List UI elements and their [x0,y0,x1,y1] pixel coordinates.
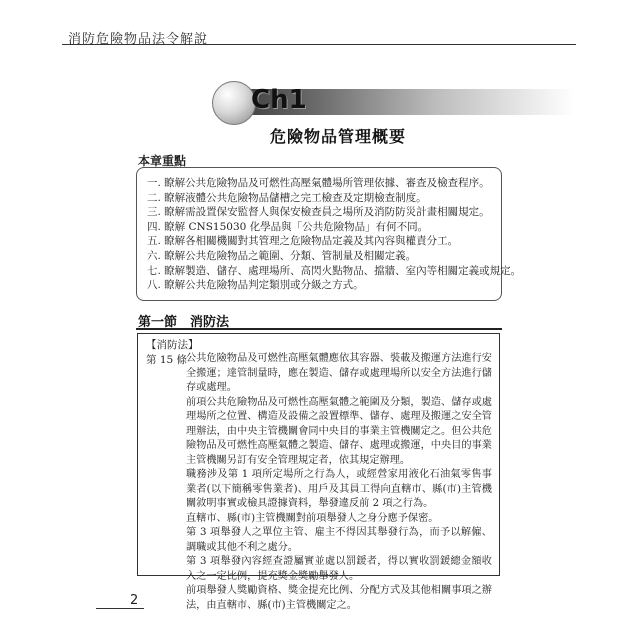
law-paragraph: 前項公共危險物品及可燃性高壓氣體之範圍及分類，製造、儲存或處理場所之位置、構造及設備之設置標準、儲存、處理及搬運之安全管理辦法，由中央主管機關會同中央目的事業主管機關定之。但公共危險物品及可燃性高壓氣體之製造、儲存、處理或搬運，中央目的事業主管機關另訂有安全管理規定者，依其規定辦理。 [186,396,492,466]
law-article-number: 第 15 條 [146,354,188,366]
key-point-item: 七. 瞭解製造、儲存、處理場所、高閃火點物品、擋牆、室內等相關定義或規定。 [147,264,522,277]
law-paragraph: 職務涉及第 1 項所定場所之行為人，或經營家用液化石油氣零售事業者(以下簡稱零售業者)、用戶及其員工得向直轄市、縣(市)主管機關敘明事實或檢具證據資料，舉發違反前 2 項之行為。 [186,469,492,509]
header-rule [62,44,576,45]
chapter-circle-ornament [212,81,256,125]
key-points-box [136,167,522,301]
law-paragraph: 公共危險物品及可燃性高壓氣體應依其容器、裝載及搬運方法進行安全搬運；達管制量時，應在製造、儲存或處理場所以安全方法進行儲存或處理。 [186,353,492,393]
page-number: 2 [130,593,139,608]
key-point-item: 三. 瞭解需設置保安監督人與保安檢查員之場所及消防防災計畫相關規定。 [147,206,490,219]
law-source-tag: 【消防法】 [146,339,199,351]
chapter-banner [212,85,574,117]
key-point-item: 五. 瞭解各相關機關對其管理之危險物品定義及其內容與權責分工。 [147,235,459,248]
chapter-title: 危險物品管理概要 [270,127,407,146]
key-points-heading: 本章重點 [138,154,187,168]
key-point-item: 六. 瞭解公共危險物品之範圍、分類、管制量及相關定義。 [147,249,417,262]
chapter-label: Ch1 [251,85,307,115]
law-paragraph: 直轄市、縣(市)主管機關對前項舉發人之身分應予保密。 [186,512,439,524]
law-article-text [186,352,492,613]
key-point-item: 二. 瞭解液體公共危險物品儲槽之完工檢查及定期檢查制度。 [147,191,427,204]
law-excerpt-box [137,333,500,611]
law-paragraph: 第 3 項舉發人之單位主管、雇主不得因其舉發行為，而予以解僱、調職或其他不利之處分。 [186,527,492,553]
section-title: 第一節 消防法 [138,315,230,330]
key-point-item: 八. 瞭解公共危險物品判定類別或分級之方式。 [147,279,364,292]
law-paragraph: 前項舉發人獎勵資格、獎金提充比例、分配方式及其他相關事項之辦法，由直轄市、縣(市)主管機關定之。 [186,585,492,611]
section-underline [136,328,502,330]
page-number-rule [96,608,144,609]
key-point-item: 一. 瞭解公共危險物品及可燃性高壓氣體場所管理依據、審查及檢查程序。 [147,177,490,189]
law-paragraph: 第 3 項舉發內容經查證屬實並處以罰鍰者，得以實收罰鍰總金額收入之一定比例，提充獎金獎勵舉發人。 [186,556,492,582]
key-point-item: 四. 瞭解 CNS15030 化學品與「公共危險物品」有何不同。 [147,220,429,233]
running-header-title: 消防危險物品法令解說 [68,32,209,47]
